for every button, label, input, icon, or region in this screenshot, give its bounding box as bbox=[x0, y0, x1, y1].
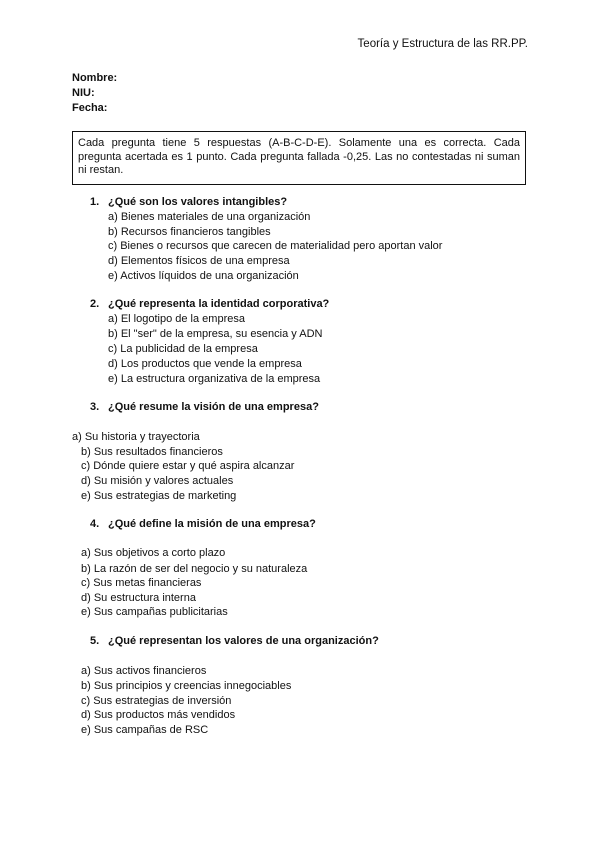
question-1-number: 1. bbox=[90, 196, 100, 208]
document-header: Teoría y Estructura de las RR.PP. bbox=[357, 38, 528, 50]
q1-option-a: a) Bienes materiales de una organización bbox=[108, 211, 311, 223]
q1-option-b: b) Recursos financieros tangibles bbox=[108, 226, 271, 238]
niu-label: NIU: bbox=[72, 87, 95, 99]
question-3 bbox=[90, 401, 319, 413]
q3-option-e: e) Sus estrategias de marketing bbox=[81, 490, 237, 502]
question-1 bbox=[90, 196, 287, 208]
q2-option-a: a) El logotipo de la empresa bbox=[108, 313, 245, 325]
q4-option-a: a) Sus objetivos a corto plazo bbox=[81, 547, 226, 559]
q1-option-e: e) Activos líquidos de una organización bbox=[108, 270, 299, 282]
q2-option-c: c) La publicidad de la empresa bbox=[108, 343, 258, 355]
fecha-label: Fecha: bbox=[72, 102, 108, 114]
question-5-number: 5. bbox=[90, 635, 100, 647]
q4-option-b: b) La razón de ser del negocio y su naturaleza bbox=[81, 563, 308, 575]
nombre-label: Nombre: bbox=[72, 72, 118, 84]
q1-option-c: c) Bienes o recursos que carecen de materialidad pero aportan valor bbox=[108, 240, 443, 252]
question-4-text: ¿Qué define la misión de una empresa? bbox=[108, 518, 316, 530]
q4-option-c: c) Sus metas financieras bbox=[81, 577, 202, 589]
q2-option-e: e) La estructura organizativa de la empresa bbox=[108, 373, 321, 385]
q5-option-d: d) Sus productos más vendidos bbox=[81, 709, 236, 721]
q4-option-d: d) Su estructura interna bbox=[81, 592, 196, 604]
instructions-box: Cada pregunta tiene 5 respuestas (A-B-C-D-E). Solamente una es correcta. Cada pregunta acertada es 1 punto. Cada pregunta fallada -0,25. Las no contestadas ni suman ni restan. bbox=[72, 131, 526, 185]
q3-option-d: d) Su misión y valores actuales bbox=[81, 475, 234, 487]
question-3-number: 3. bbox=[90, 401, 100, 413]
q3-option-b: b) Sus resultados financieros bbox=[81, 446, 223, 458]
q5-option-a: a) Sus activos financieros bbox=[81, 665, 207, 677]
question-1-text: ¿Qué son los valores intangibles? bbox=[108, 196, 288, 208]
q2-option-d: d) Los productos que vende la empresa bbox=[108, 358, 302, 370]
question-3-text: ¿Qué resume la visión de una empresa? bbox=[108, 401, 319, 413]
question-2-text: ¿Qué representa la identidad corporativa? bbox=[108, 298, 330, 310]
question-4 bbox=[90, 518, 316, 530]
question-4-number: 4. bbox=[90, 518, 100, 530]
q5-option-c: c) Sus estrategias de inversión bbox=[81, 695, 232, 707]
question-5 bbox=[90, 635, 379, 647]
q1-option-d: d) Elementos físicos de una empresa bbox=[108, 255, 290, 267]
question-5-text: ¿Qué representan los valores de una organización? bbox=[108, 635, 379, 647]
q5-option-e: e) Sus campañas de RSC bbox=[81, 724, 209, 736]
q3-option-a: a) Su historia y trayectoria bbox=[72, 431, 200, 443]
q3-option-c: c) Dónde quiere estar y qué aspira alcanzar bbox=[81, 460, 295, 472]
q4-option-e: e) Sus campañas publicitarias bbox=[81, 606, 228, 618]
question-2-number: 2. bbox=[90, 298, 100, 310]
q2-option-b: b) El "ser" de la empresa, su esencia y ADN bbox=[108, 328, 323, 340]
q5-option-b: b) Sus principios y creencias innegociables bbox=[81, 680, 292, 692]
question-2 bbox=[90, 298, 329, 310]
